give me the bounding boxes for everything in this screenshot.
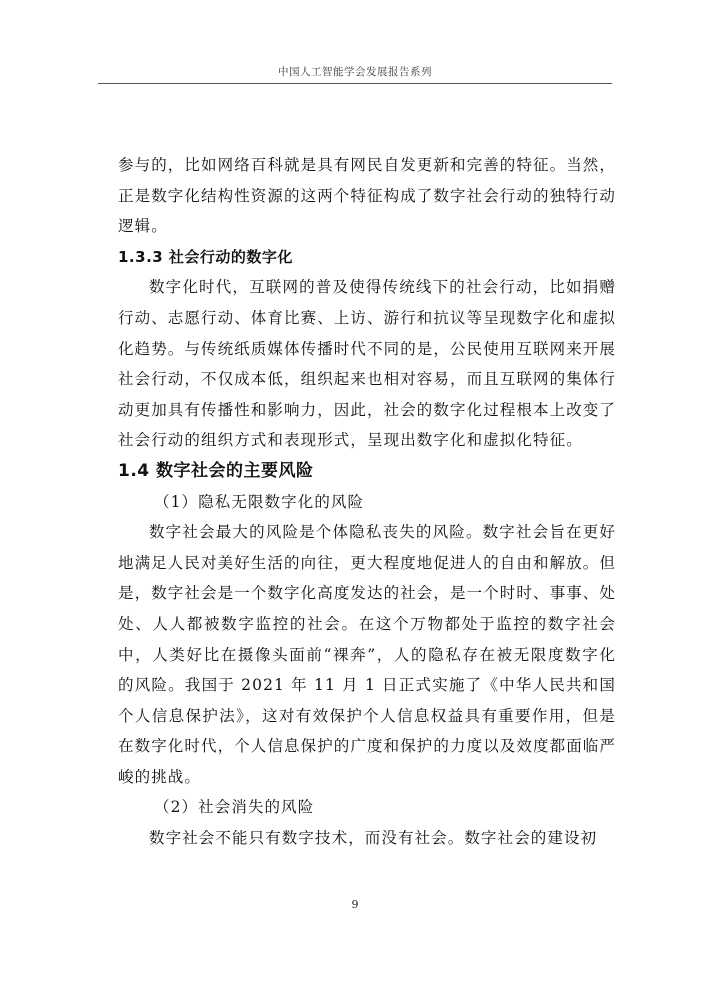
- paragraph-privacy-risk: 数字社会最大的风险是个体隐私丧失的风险。数字社会旨在更好地满足人民对美好生活的向往，更大程度地促进人的自由和解放。但是，数字社会是一个数字化高度发达的社会，是一个时时、事事、处处、人人都被数字监控的社会。在这个万物都处于监控的数字社会中，人类好比在摄像头面前“裸奔”，人的隐私存在被无限度数字化的风险。我国于 2021 年 11 月 1 日正式实施了《中华人民共和国个人信息保护法》，这对有效保护个人信息权益具有重要作用，但是在数字化时代，个人信息保护的广度和保护的力度以及效度都面临严峻的挑战。: [118, 523, 617, 786]
- page-number: 9: [351, 898, 359, 911]
- running-header: 中国人工智能学会发展报告系列: [278, 66, 432, 78]
- subheading-privacy-risk: （1）隐私无限数字化的风险: [154, 492, 365, 511]
- section-heading-1-3-3: 1.3.3 社会行动的数字化: [118, 247, 293, 266]
- header-rule: [98, 83, 612, 84]
- section-heading-1-4: 1.4 数字社会的主要风险: [118, 460, 314, 481]
- paragraph-continuation: 参与的，比如网络百科就是具有网民自发更新和完善的特征。当然，正是数字化结构性资源的这两个特征构成了数字社会行动的独特行动逻辑。: [118, 156, 617, 236]
- page-body: [118, 150, 616, 854]
- subheading-society-risk: （2）社会消失的风险: [154, 798, 315, 817]
- paragraph-society-risk: 数字社会不能只有数字技术，而没有社会。数字社会的建设初: [149, 829, 598, 848]
- paragraph-digital-action: 数字化时代，互联网的普及使得传统线下的社会行动，比如捐赠行动、志愿行动、体育比赛、上访、游行和抗议等呈现数字化和虚拟化趋势。与传统纸质媒体传播时代不同的是，公民使用互联网来开展社会行动，不仅成本低，组织起来也相对容易，而且互联网的集体行动更加具有传播性和影响力，因此，社会的数字化过程根本上改变了社会行动的组织方式和表现形式，呈现出数字化和虚拟化特征。: [118, 278, 617, 450]
